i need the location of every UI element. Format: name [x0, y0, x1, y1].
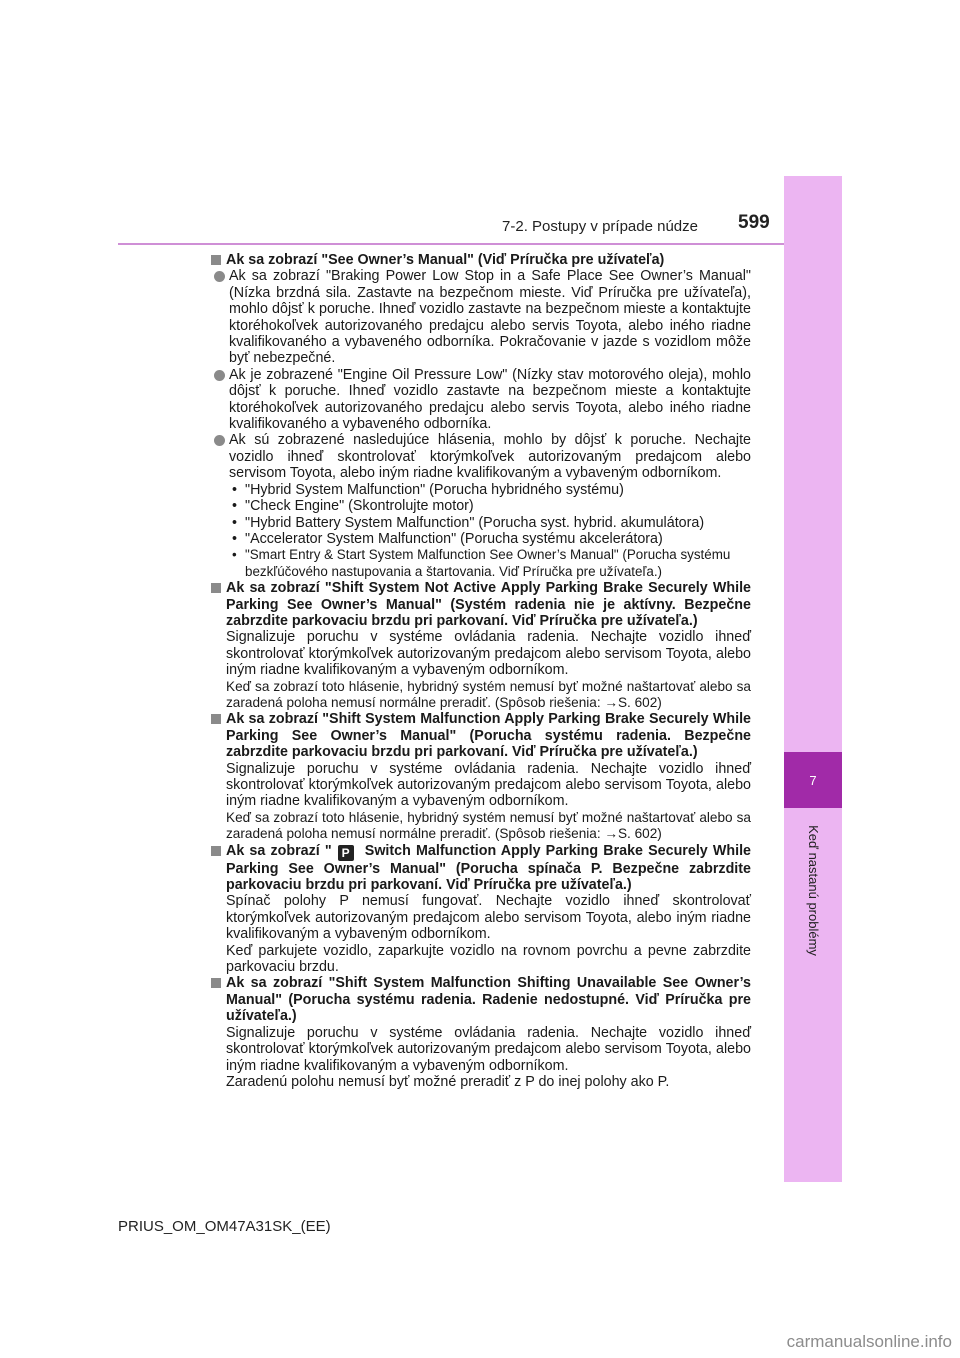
section-body: Spínač polohy P nemusí fungovať. Nechajte vozidlo ihneď skontrolovať ktorýmkoľvek autorizovaným predajcom alebo servisom Toyota, alebo iným riadne kvalifikovaným a vybaveným odborníkom. — [226, 893, 751, 943]
message-text: "Smart Entry & Start System Malfunction See Owner’s Manual" (Porucha systému bezkľúčového nastupovania a štartovania. Viď Príručka pre užívateľa.) — [245, 547, 731, 579]
square-bullet-icon — [211, 846, 221, 856]
bullet-item — [213, 268, 751, 366]
square-bullet-icon — [211, 583, 221, 593]
chapter-side-tab — [784, 176, 842, 1182]
header-divider — [118, 243, 784, 245]
small-dot-icon: • — [232, 547, 237, 563]
section-body-2: Zaradenú polohu nemusí byť možné preradiť z P do inej polohy ako P. — [226, 1073, 670, 1090]
small-dot-icon: • — [232, 530, 238, 547]
section-heading — [210, 580, 751, 629]
heading-text: Ak sa zobrazí "See Owner’s Manual" (Viď Príručka pre užívateľa) — [226, 252, 665, 268]
section-body: Signalizuje poruchu v systéme ovládania radenia. Nechajte vozidlo ihneď skontrolovať ktorýmkoľvek autorizovaným predajcom alebo servisom Toyota, alebo iným riadne kvalifikovaným a vybaveným odborníkom. — [226, 1024, 751, 1074]
circle-bullet-icon — [214, 370, 225, 381]
message-item — [213, 547, 751, 580]
chapter-number-tab — [784, 752, 842, 808]
message-item — [213, 482, 751, 498]
page-number: 599 — [738, 212, 770, 233]
chapter-title: Keď nastanú problémy — [805, 824, 821, 956]
section-body: Signalizuje poruchu v systéme ovládania radenia. Nechajte vozidlo ihneď skontrolovať ktorýmkoľvek autorizovaným predajcom alebo servisom Toyota, alebo iným riadne kvalifikovaným a vybaveným odborníkom. — [226, 760, 751, 810]
section-note: Keď sa zobrazí toto hlásenie, hybridný systém nemusí byť možné naštartovať alebo sa zaradená poloha nemusí normálne preradiť. (Spôsob riešenia: →S. 602) — [226, 809, 751, 842]
message-text: "Check Engine" (Skontrolujte motor) — [245, 498, 474, 515]
section-heading — [210, 711, 751, 760]
watermark: carmanualsonline.info — [786, 1332, 952, 1351]
bullet-text: Ak sa zobrazí "Braking Power Low Stop in a Safe Place See Owner’s Manual" (Nízka brzdná sila. Zastavte na bezpečnom mieste. Viď Príručka pre užívateľa), mohlo dôjsť k poruche. Ihneď vozidlo zastavte na bezpečnom mieste a kontaktujte ktoréhokoľvek autorizovaného predajcu alebo servis Toyota, alebo iného riadne kvalifikovaného a vybaveného odborníka. Pokračovanie v jazde s vozidlom môže byť nebezpečné. — [229, 268, 751, 367]
bullet-item — [213, 367, 751, 433]
page-content — [210, 252, 751, 1090]
message-text: "Accelerator System Malfunction" (Porucha systému akcelerátora) — [245, 530, 663, 547]
square-bullet-icon — [211, 255, 221, 265]
section-heading — [210, 252, 751, 268]
header-section-title: 7-2. Postupy v prípade núdze — [502, 218, 698, 235]
square-bullet-icon — [211, 714, 221, 724]
heading-text-suffix: Switch Malfunction Apply Parking Brake Securely While Parking See Owner’s Manual" (Porucha spínača P. Bezpečne zabrzdite parkovaciu brzdu pri parkovaní. Viď Príručka pre užívateľa.) — [226, 842, 751, 894]
heading-text-prefix: Ak sa zobrazí " — [226, 842, 332, 859]
circle-bullet-icon — [214, 271, 225, 282]
small-dot-icon: • — [232, 481, 238, 498]
circle-bullet-icon — [214, 435, 225, 446]
heading-text: Ak sa zobrazí "Shift System Not Active Apply Parking Brake Securely While Parking See Owner’s Manual" (Systém radenia nie je aktívny. Bezpečne zabrzdite parkovaciu brzdu pri parkovaní. Viď Príručka pre užívateľa.) — [226, 580, 751, 629]
bullet-text: Ak sú zobrazené nasledujúce hlásenia, mohlo by dôjsť k poruche. Nechajte vozidlo ihneď skontrolovať ktorýmkoľvek autorizovaným predajcom alebo servisom Toyota, alebo iným riadne kvalifikovaným a vybaveným odborníkom. — [229, 432, 751, 482]
message-item — [213, 515, 751, 531]
p-switch-icon: P — [338, 845, 354, 861]
message-item — [213, 498, 751, 514]
section-heading — [210, 843, 751, 894]
chapter-title-tab — [784, 810, 842, 970]
heading-text: Ak sa zobrazí "Shift System Malfunction Apply Parking Brake Securely While Parking See Owner’s Manual" (Porucha systému radenia. Bezpečne zabrzdite parkovaciu brzdu pri parkovaní. Viď Príručka pre užívateľa.) — [226, 711, 751, 761]
section-note: Keď sa zobrazí toto hlásenie, hybridný systém nemusí byť možné naštartovať alebo sa zaradená poloha nemusí normálne preradiť. (Spôsob riešenia: →S. 602) — [226, 678, 751, 710]
section-body-2: Keď parkujete vozidlo, zaparkujte vozidlo na rovnom povrchu a pevne zabrzdite parkovaciu brzdu. — [226, 942, 751, 976]
chapter-number: 7 — [809, 772, 817, 788]
message-text: "Hybrid Battery System Malfunction" (Porucha syst. hybrid. akumulátora) — [245, 514, 705, 531]
document-code: PRIUS_OM_OM47A31SK_(EE) — [118, 1218, 331, 1235]
small-dot-icon: • — [232, 514, 238, 531]
section-heading — [210, 975, 751, 1024]
message-text: "Hybrid System Malfunction" (Porucha hybridného systému) — [245, 481, 624, 498]
message-item — [213, 531, 751, 547]
square-bullet-icon — [211, 978, 221, 988]
heading-text: Ak sa zobrazí "Shift System Malfunction Shifting Unavailable See Owner’s Manual" (Porucha systému radenia. Radenie nedostupné. Viď Príručka pre užívateľa.) — [226, 975, 751, 1025]
bullet-text: Ak je zobrazené "Engine Oil Pressure Low" (Nízky stav motorového oleja), mohlo dôjsť k poruche. Ihneď vozidlo zastavte na bezpečnom mieste a kontaktujte ktoréhokoľvek autorizovaného predajcu alebo servis Toyota, alebo iného riadne kvalifikovaného a vybaveného odborníka. — [229, 366, 751, 433]
section-body: Signalizuje poruchu v systéme ovládania radenia. Nechajte vozidlo ihneď skontrolovať ktorýmkoľvek autorizovaným predajcom alebo servisom Toyota, alebo iným riadne kvalifikovaným a vybaveným odborníkom. — [226, 629, 751, 679]
small-dot-icon: • — [232, 498, 238, 515]
bullet-item — [213, 432, 751, 481]
